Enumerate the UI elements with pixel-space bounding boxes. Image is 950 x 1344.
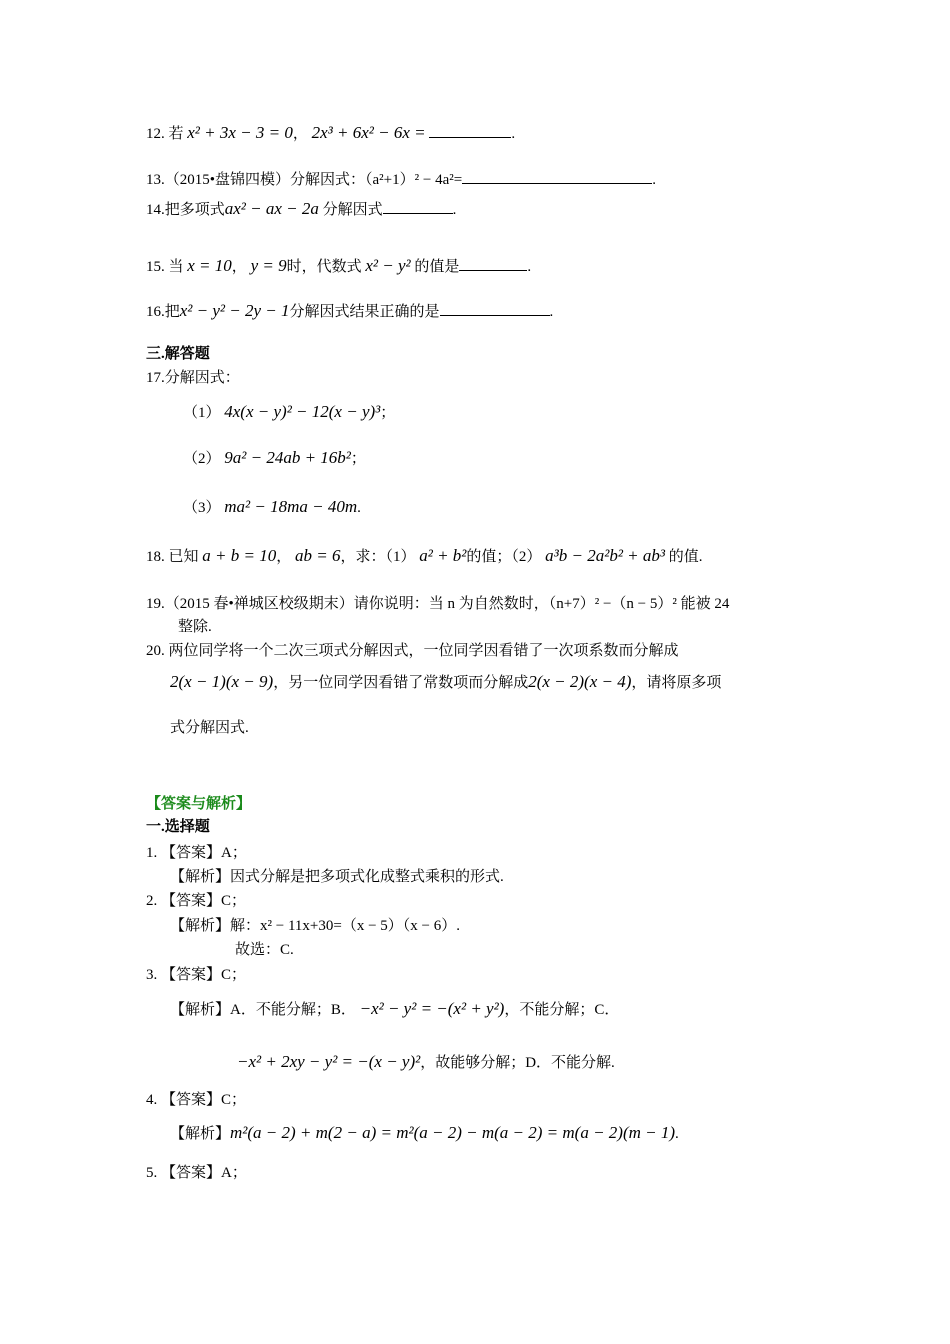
q18-suffix: 的值. [668,549,703,565]
q13-text: 13.（2015•盘锦四模）分解因式：（a²+1）² − 4a²= [146,172,463,188]
q15-answer-blank[interactable] [459,256,527,271]
q14-answer-blank[interactable] [383,199,453,214]
answer-4-end: . [675,1126,679,1142]
q14-suffix: 分解因式 [322,202,383,218]
answer-3-explanation-line-2 [237,1052,615,1073]
q17-item-1-end: ； [380,405,396,421]
q18-sep: ， [276,549,292,565]
q18-condition-2: ab = 6 [294,546,341,565]
q14-end: . [452,202,457,218]
answer-1: 1. 【答案】A； [146,845,247,861]
q12-answer-blank[interactable] [429,123,511,138]
q17-item-3 [183,497,361,518]
q19-line-2: 整除. [178,619,212,635]
answer-3-exp-suffix: ，不能分解；C． [504,1002,620,1018]
section-3-heading: 三.解答题 [146,346,210,362]
question-16 [146,301,553,322]
answer-2-explanation: 【解析】解：x² − 11x+30=（x − 5）（x − 6）. [170,918,460,934]
q15-sep: ， [231,259,247,275]
answer-3-exp-prefix: 【解析】A．不能分解；B． [170,1002,356,1018]
q17-item-1-expression: 4x(x − y)² − 12(x − y)³ [224,402,381,421]
answer-3-exp-expression-2: −x² + 2xy − y² = −(x − y)² [237,1052,421,1071]
question-12 [146,123,515,144]
q17-item-2-label: （2） [183,451,221,467]
answer-1-explanation: 【解析】因式分解是把多项式化成整式乘积的形式. [170,869,504,885]
answer-3-exp-suffix-2: ，故能够分解；D．不能分解. [420,1055,615,1071]
q18-expression-1: a² + b² [419,546,467,565]
q12-equation-2: 2x³ + 6x² − 6x = [311,123,426,142]
answer-4-exp-prefix: 【解析】 [170,1126,231,1142]
answer-3-explanation [170,999,619,1020]
q20-line-3: 式分解因式. [170,720,249,736]
q16-answer-blank[interactable] [440,301,550,316]
q19-line-1: 19.（2015 春•禅城区校级期末）请你说明：当 n 为自然数时，（n+7）² −（n − 5）² 能被 24 [146,596,730,612]
q17-item-2 [183,448,366,469]
q15-end: . [527,259,532,275]
q16-expression: x² − y² − 2y − 1 [179,301,290,320]
q15-mid: 时，代数式 [286,259,362,275]
question-13 [146,169,656,190]
answer-4-exp-expression: m²(a − 2) + m(2 − a) = m²(a − 2) − m(a − 2) = m(a − 2)(m − 1) [230,1123,676,1142]
q13-answer-blank[interactable] [462,169,652,184]
q17-item-3-expression: ma² − 18ma − 40m [224,497,358,516]
q15-y-value: y = 9 [250,256,287,275]
q15-expression: x² − y² [365,256,411,275]
q18-prefix: 18. 已知 [146,549,199,565]
q17-item-3-label: （3） [183,500,221,516]
q13-end: . [652,172,656,188]
answer-4-explanation [170,1123,679,1144]
q18-mid-2: 的值；（2） [466,549,542,565]
q18-expression-2: a³b − 2a²b² + ab³ [545,546,666,565]
q12-equation-1: x² + 3x − 3 = 0 [187,123,293,142]
q20-line-2 [170,672,721,693]
answers-header: 【答案与解析】 [146,796,252,812]
answer-2: 2. 【答案】C； [146,893,247,909]
q20-expression-1: 2(x − 1)(x − 9) [170,672,274,691]
answer-4: 4. 【答案】C； [146,1092,247,1108]
q20-mid: ，另一位同学因看错了常数项而分解成 [273,675,529,691]
q17-item-2-expression: 9a² − 24ab + 16b² [224,448,351,467]
q15-x-value: x = 10 [187,256,232,275]
q17-item-2-end: ； [350,451,366,467]
q20-expression-2: 2(x − 2)(x − 4) [528,672,632,691]
answer-3-exp-expression: −x² − y² = −(x² + y²) [359,999,505,1018]
answers-section-1: 一.选择题 [146,819,210,835]
answer-2-conclusion: 故选：C. [235,942,294,958]
q16-prefix: 16.把 [146,304,180,320]
question-15 [146,256,531,277]
q16-suffix: 分解因式结果正确的是 [289,304,440,320]
answer-5: 5. 【答案】A； [146,1165,247,1181]
q18-mid: ，求：（1） [340,549,416,565]
q17-item-1-label: （1） [183,405,221,421]
q14-expression: ax² − ax − 2a [224,199,319,218]
question-14 [146,199,456,220]
q15-suffix: 的值是 [414,259,460,275]
q16-end: . [549,304,554,320]
q17-title: 17.分解因式： [146,370,240,386]
question-18 [146,546,703,567]
q17-item-1 [183,402,395,423]
q12-number: 12. [146,126,165,142]
q15-prefix: 15. 当 [146,259,184,275]
q17-item-3-end: . [357,500,361,516]
q20-line-1: 20. 两位同学将一个二次三项式分解因式，一位同学因看错了一次项系数而分解成 [146,643,679,659]
q14-prefix: 14.把多项式 [146,202,225,218]
answer-3: 3. 【答案】C； [146,967,247,983]
q12-end: . [511,126,516,142]
q20-suffix: ，请将原多项 [631,675,722,691]
q12-sep: ， [292,126,308,142]
q12-prefix: 若 [168,126,184,142]
q18-condition-1: a + b = 10 [202,546,277,565]
